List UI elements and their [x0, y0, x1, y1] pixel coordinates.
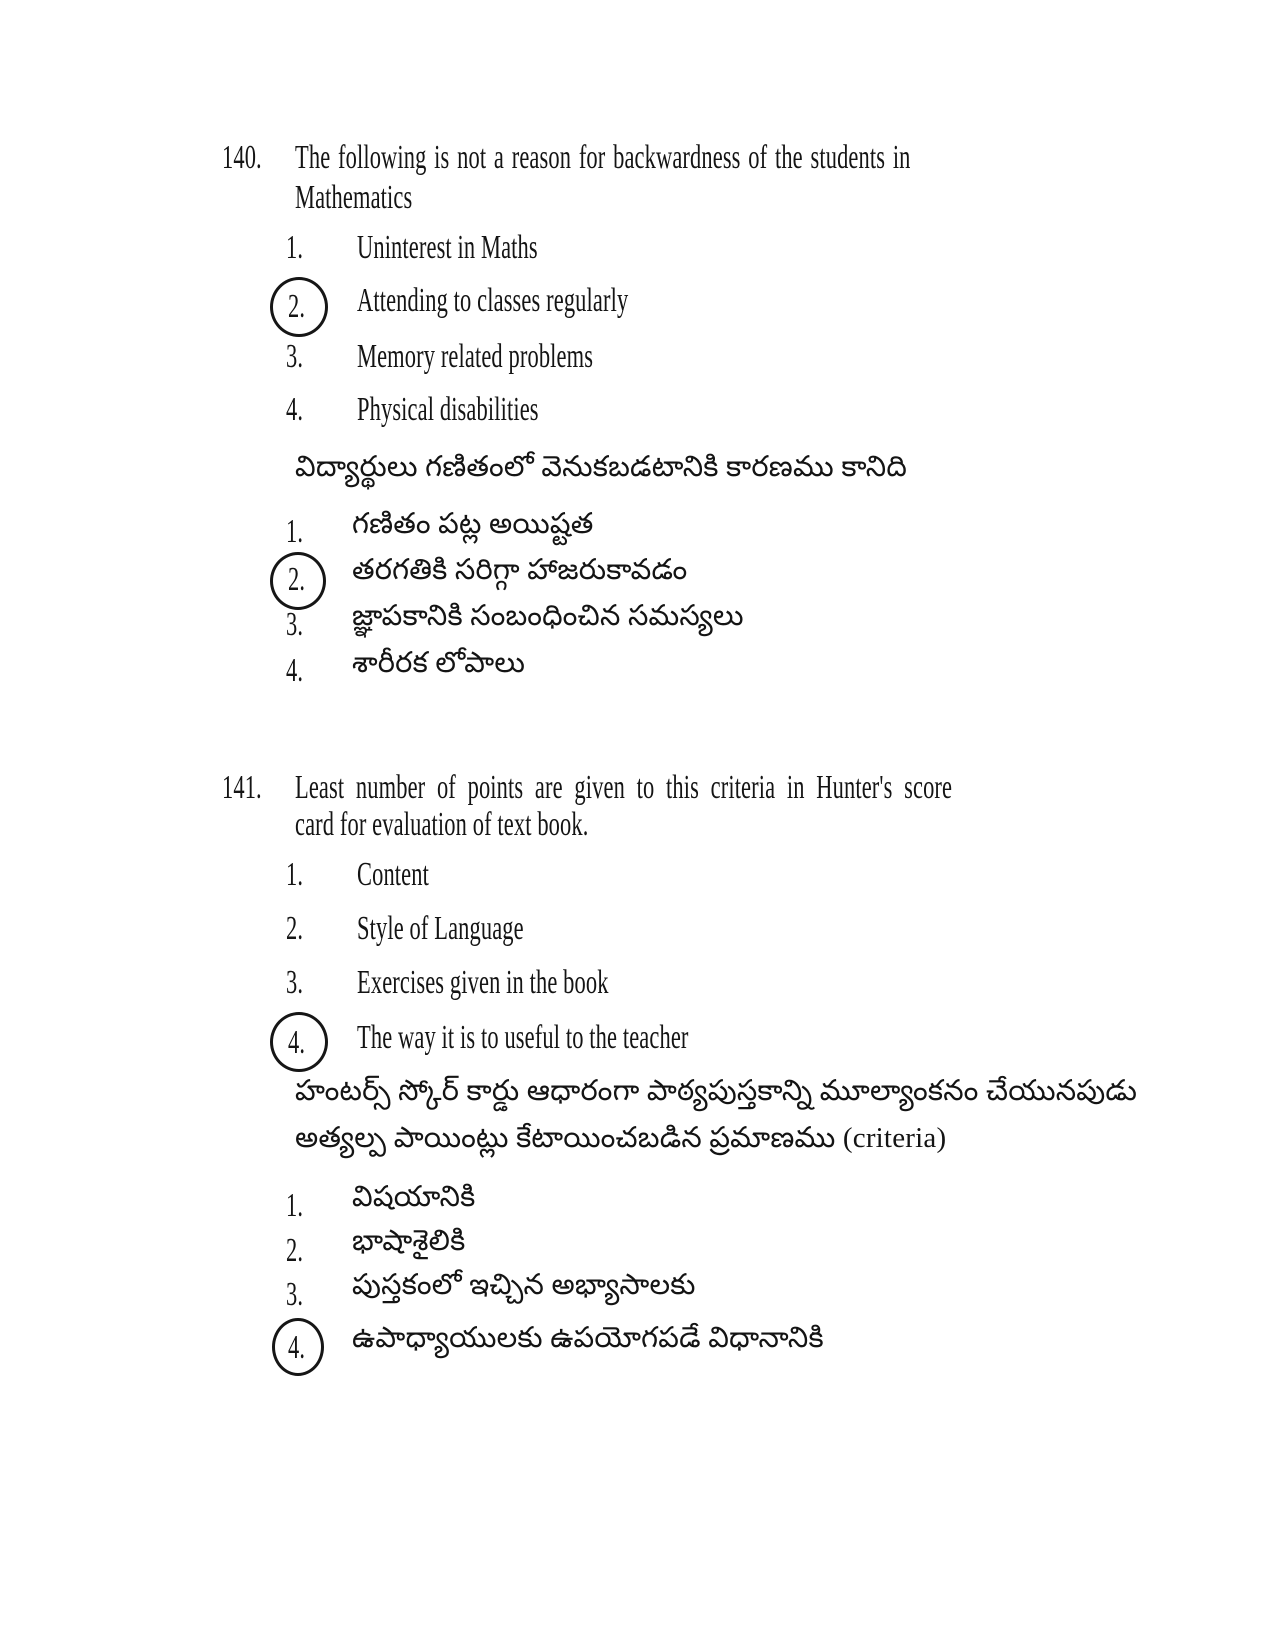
telugu-option-label: గణితం పట్ల అయిష్టత [352, 508, 594, 540]
option-number: 1. [286, 229, 304, 266]
option-label: Attending to classes regularly [357, 282, 629, 319]
telugu-question-text-line1: హంటర్స్ స్కోర్ కార్డు ఆధారంగా పాఠ్యపుస్తకాన్ని మూల్యాంకనం చేయునపుడు [295, 1075, 1138, 1107]
telugu-option-label: పుస్తకంలో ఇచ్చిన అభ్యాసాలకు [352, 1269, 696, 1301]
option-number: 2. [288, 561, 306, 598]
option-number: 3. [286, 338, 304, 375]
option-number: 4. [286, 652, 304, 689]
option-number: 3. [286, 1276, 304, 1313]
option-number: 1. [286, 513, 304, 550]
option-number: 4. [288, 1329, 306, 1366]
option-number: 1. [286, 856, 304, 893]
telugu-question-text: విద్యార్థులు గణితంలో వెనుకబడటానికి కారణము కానిది [295, 451, 907, 483]
question-number: 140. [222, 139, 262, 176]
option-number: 2. [286, 910, 304, 947]
telugu-option-label: భాషాశైలికి [352, 1225, 466, 1257]
option-label: Memory related problems [357, 338, 594, 375]
option-label: Uninterest in Maths [357, 229, 538, 266]
option-number: 2. [286, 1232, 304, 1269]
question-text-line2: card for evaluation of text book. [295, 806, 589, 843]
question-text-line1: Least number of points are given to this criteria in Hunter's score [295, 769, 953, 806]
question-number: 141. [222, 769, 262, 806]
option-number: 1. [286, 1187, 304, 1224]
telugu-option-label: శారీరక లోపాలు [352, 647, 526, 679]
option-number: 4. [288, 1024, 306, 1061]
option-number: 3. [286, 964, 304, 1001]
question-text-line1: The following is not a reason for backwardness of the students in [295, 139, 911, 176]
option-label: Physical disabilities [357, 391, 539, 428]
option-label: Exercises given in the book [357, 964, 609, 1001]
telugu-question-text-line2: అత్యల్ప పాయింట్లు కేటాయించబడిన ప్రమాణము (criteria) [295, 1122, 947, 1154]
question-text-line2: Mathematics [295, 179, 413, 216]
option-number: 3. [286, 606, 304, 643]
option-number: 4. [286, 391, 304, 428]
option-label: Content [357, 856, 429, 893]
option-number: 2. [288, 288, 306, 325]
telugu-option-label: ఉపాధ్యాయులకు ఉపయోగపడే విధానానికి [352, 1322, 824, 1354]
option-label: The way it is to useful to the teacher [357, 1019, 689, 1056]
telugu-option-label: తరగతికి సరిగ్గా హాజరుకావడం [352, 554, 688, 586]
option-label: Style of Language [357, 910, 524, 947]
telugu-option-label: జ్ఞాపకానికి సంబంధించిన సమస్యలు [352, 600, 744, 632]
telugu-option-label: విషయానికి [352, 1181, 476, 1213]
